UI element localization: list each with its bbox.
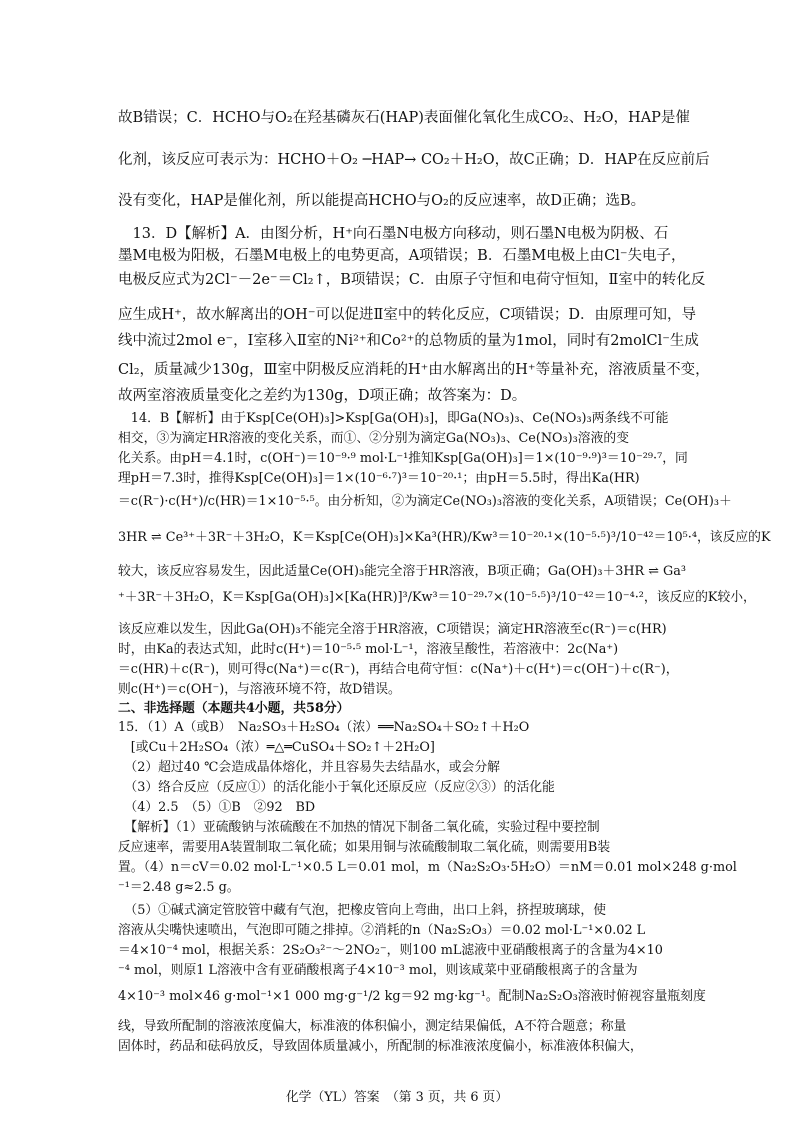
text-line: （5）①碱式滴定管胶管中藏有气泡，把橡皮管向上弯曲，出口上斜，挤捏玻璃球，使 xyxy=(118,903,607,918)
text-line: ⁻⁴ mol，则原1 L溶液中含有亚硝酸根离子4×10⁻³ mol，则该咸菜中亚硝酸根离子的含量为 xyxy=(118,963,638,978)
text-line: 化关系。由pH＝4.1时，c(OH⁻)＝10⁻⁹·⁹ mol·L⁻¹推知Ksp[Ga(OH)₃]＝1×(10⁻⁹·⁹)³＝10⁻²⁹·⁷，同 xyxy=(118,451,688,466)
text-line: 线中流过2mol e⁻，Ⅰ室移入Ⅱ室的Ni²⁺和Co²⁺的总物质的量为1mol，同时有2molCl⁻生成 xyxy=(118,333,699,349)
text-line: 较大，该反应容易发生，因此适量Ce(OH)₃能完全溶于HR溶液，B项正确；Ga(OH)₃＋3HR ⇌ Ga³ xyxy=(118,564,687,579)
text-line: ⁺＋3R⁻＋3H₂O，K＝Ksp[Ga(OH)₃]×[Ka(HR)]³/Kw³＝10⁻²⁹·⁷×(10⁻⁵·⁵)³/10⁻⁴²＝10⁻⁴·²，该反应的K较小， xyxy=(118,590,756,605)
text-line: （2）超过40 ℃会造成晶体熔化，并且容易失去结晶水，或会分解 xyxy=(118,760,500,775)
text-line: 化剂，该反应可表示为：HCHO＋O₂ ─HAP→ CO₂＋H₂O，故C正确；D．HAP在反应前后 xyxy=(118,152,710,168)
text-line: 固体时，药品和砝码放反，导致固体质量减小，所配制的标准液浓度偏小，标准液体积偏大， xyxy=(118,1039,643,1054)
text-line: （4）2.5 （5）①B ②92 BD xyxy=(118,800,316,815)
text-line: 电极反应式为2Cl⁻－2e⁻＝Cl₂↑，B项错误；C．由原子守恒和电荷守恒知，Ⅱ室中的转化反 xyxy=(118,272,706,288)
text-line: ＝4×10⁻⁴ mol，根据关系：2S₂O₃²⁻～2NO₂⁻，则100 mL滤液中亚硝酸根离子的含量为4×10 xyxy=(118,943,663,958)
text-line: 故B错误；C．HCHO与O₂在羟基磷灰石(HAP)表面催化氧化生成CO₂、H₂O，HAP是催 xyxy=(118,110,690,126)
text-line: 故两室溶液质量变化之差约为130g，D项正确；故答案为：D。 xyxy=(118,388,527,404)
text-line: 相交，③为滴定HR溶液的变化关系，而①、②分别为滴定Ga(NO₃)₃、Ce(NO₃)₃溶液的变 xyxy=(118,431,629,446)
text-line: [或Cu＋2H₂SO₄（浓）═△═CuSO₄＋SO₂↑＋2H₂O] xyxy=(118,740,435,755)
text-line: 溶液从尖嘴快速喷出，气泡即可随之排掉。②消耗的n（Na₂S₂O₃）＝0.02 mol·L⁻¹×0.02 L xyxy=(118,923,646,938)
text-line: 3HR ⇌ Ce³⁺＋3R⁻＋3H₂O，K＝Ksp[Ce(OH)₃]×Ka³(HR)/Kw³＝10⁻²⁰·¹×(10⁻⁵·⁵)³/10⁻⁴²＝10⁵·⁴，该反应的K xyxy=(118,530,771,545)
text-line: 墨M电极为阳极，石墨M电极上的电势更高，A项错误；B．石墨M电极上由Cl⁻失电子， xyxy=(118,248,686,264)
text-line: 应生成H⁺，故水解离出的OH⁻可以促进Ⅱ室中的转化反应，C项错误；D．由原理可知，导 xyxy=(118,307,697,323)
text-line: 13．D【解析】A．由图分析，H⁺向石墨N电极方向移动，则石墨N电极为阴极、石 xyxy=(118,226,669,242)
text-line: 线，导致所配制的溶液浓度偏大，标准液的体积偏小，测定结果偏低，A不符合题意；称量 xyxy=(118,1019,627,1034)
text-line: 则c(H⁺)＝c(OH⁻)，与溶液环境不符，故D错误。 xyxy=(118,682,401,697)
text-line: ⁻¹＝2.48 g≈2.5 g。 xyxy=(118,880,240,895)
text-line: 反应速率，需要用A装置制取二氧化硫；如果用铜与浓硫酸制取二氧化硫，则需要用B装 xyxy=(118,840,611,855)
text-line: 15．（1）A（或B） Na₂SO₃＋H₂SO₄（浓）══Na₂SO₄＋SO₂↑＋H₂O xyxy=(118,720,530,735)
text-line: ＝c(R⁻)·c(H⁺)/c(HR)＝1×10⁻⁵·⁵。由分析知，②为滴定Ce(NO₃)₃溶液的变化关系，A项错误；Ce(OH)₃＋ xyxy=(118,494,732,509)
text-line: 没有变化，HAP是催化剂，所以能提高HCHO与O₂的反应速率，故D正确；选B。 xyxy=(118,193,646,209)
text-line: 4×10⁻³ mol×46 g·mol⁻¹×1 000 mg·g⁻¹/2 kg＝92 mg·kg⁻¹。配制Na₂S₂O₃溶液时俯视容量瓶刻度 xyxy=(118,989,706,1004)
text-line: 该反应难以发生，因此Ga(OH)₃不能完全溶于HR溶液，C项错误；滴定HR溶液至c(R⁻)＝c(HR) xyxy=(118,622,667,637)
text-line: 14．B【解析】由于Ksp[Ce(OH)₃]>Ksp[Ga(OH)₃]，即Ga(NO₃)₃、Ce(NO₃)₃两条线不可能 xyxy=(118,411,669,426)
text-line: 时，由Ka的表达式知，此时c(H⁺)＝10⁻⁵·⁵ mol·L⁻¹，溶液呈酸性，若溶液中：2c(Na⁺) xyxy=(118,642,619,657)
text-line: 理pH＝7.3时，推得Ksp[Ce(OH)₃]＝1×(10⁻⁶·⁷)³＝10⁻²⁰·¹；由pH＝5.5时，得出Ka(HR) xyxy=(118,471,640,486)
page-footer: 化学（YL）答案 （第 3 页，共 6 页） xyxy=(285,1090,509,1105)
text-line: 【解析】（1）亚硫酸钠与浓硫酸在不加热的情况下制备二氧化硫，实验过程中要控制 xyxy=(118,820,600,835)
text-line: ＝c(HR)＋c(R⁻)，则可得c(Na⁺)＝c(R⁻)，再结合电荷守恒：c(Na⁺)＋c(H⁺)＝c(OH⁻)＋c(R⁻)， xyxy=(118,662,679,677)
text-line: Cl₂，质量减少130g，Ⅲ室中阴极反应消耗的H⁺由水解离出的H⁺等量补充，溶液质量不变， xyxy=(118,362,710,378)
text-line: （3）络合反应（反应①）的活化能小于氧化还原反应（反应②③）的活化能 xyxy=(118,780,555,795)
section-heading: 二、非选择题（本题共4小题，共58分） xyxy=(118,701,350,716)
text-line: 置。（4）n＝cV＝0.02 mol·L⁻¹×0.5 L＝0.01 mol，m（Na₂S₂O₃·5H₂O）＝nM＝0.01 mol×248 g·mol xyxy=(118,860,737,875)
